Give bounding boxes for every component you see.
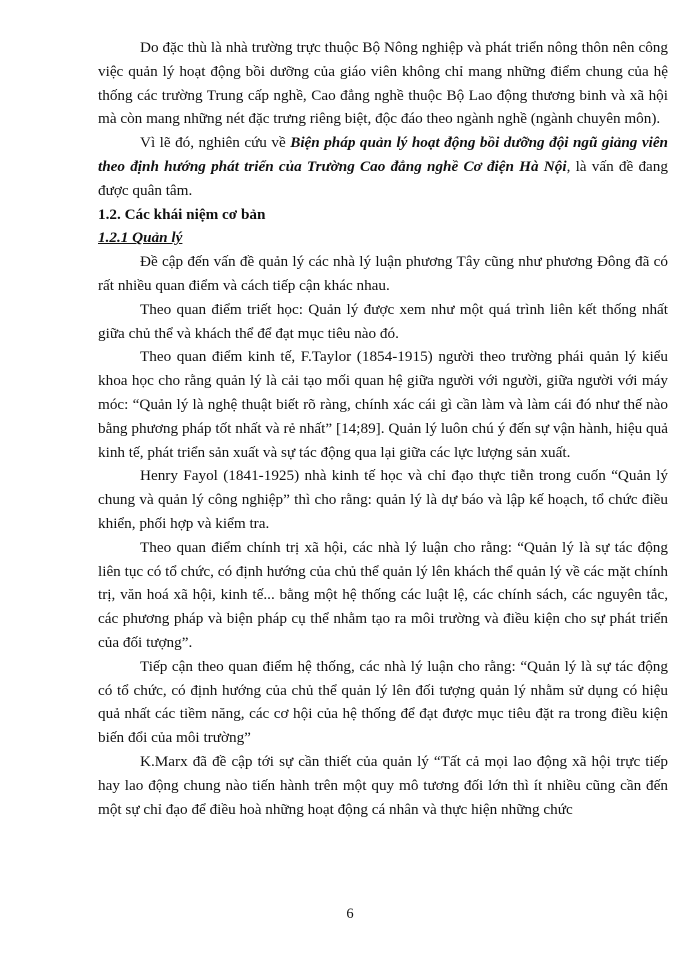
paragraph-fayol-view: Henry Fayol (1841-1925) nhà kinh tế học và chỉ đạo thực tiễn trong cuốn “Quản lý chung và quản lý công nghiệp” thì cho rằng: quản lý là dự báo và lập kế hoạch, tổ chức điều khiển, phối hợp và kiểm tra.	[98, 467, 668, 532]
paragraph-text: , là vấn đề đang được quân tâm.	[98, 157, 668, 199]
paragraph-philosophy-view: Theo quan điểm triết học: Quản lý được xem như một quá trình liên kết thống nhất giữa chủ thể và khách thể để đạt mục tiêu nào đó.	[98, 300, 668, 342]
paragraph-text: Vì lẽ đó, nghiên cứu về	[140, 134, 291, 152]
paragraph-taylor-view: Theo quan điểm kinh tế, F.Taylor (1854-1915) người theo trường phái quản lý kiểu khoa học cho rằng quản lý là cải tạo mối quan hệ giữa người với người, giữa người với máy móc: “Quản lý là nghệ thuật biết rõ ràng, chính xác cái gì cần làm và làm cái đó như thế nào bằng phương pháp tốt nhất và rẻ nhất” [14;89]. Quản lý luôn chú ý đến sự vận hành, hiệu quả kinh tế, phát triển sản xuất và sự tác động qua lại giữa các lực lượng sản xuất.	[98, 348, 668, 461]
section-heading-1-2: 1.2. Các khái niệm cơ bản	[98, 205, 266, 223]
paragraph-research-topic	[98, 131, 668, 202]
document-page	[98, 36, 668, 821]
paragraph-school-specifics: Do đặc thù là nhà trường trực thuộc Bộ Nông nghiệp và phát triển nông thôn nên công việc quản lý hoạt động bồi dưỡng của giáo viên không chỉ mang những điểm chung của hệ thống các trường Trung cấp nghề, Cao đẳng nghề thuộc Bộ Lao động thương binh và xã hội mà còn mang những nét đặc trưng riêng biệt, độc đáo theo ngành nghề (ngành chuyên môn).	[98, 39, 668, 128]
paragraph-intro-management: Đề cập đến vấn đề quản lý các nhà lý luận phương Tây cũng như phương Đông đã có rất nhiều quan điểm và cách tiếp cận khác nhau.	[98, 253, 668, 294]
paragraph-systems-view: Tiếp cận theo quan điểm hệ thống, các nhà lý luận cho rằng: “Quản lý là sự tác động có tổ chức, có định hướng của chủ thể quản lý lên đối tượng quản lý nhằm sử dụng có hiệu quả nhất các tiềm năng, các cơ hội của hệ thống để đạt được mục tiêu đặt ra trong điều kiện biến đổi của môi trường”	[98, 657, 668, 747]
page-number: 6	[346, 906, 354, 922]
thesis-title-emphasis: Biện pháp quản lý hoạt động bồi dưỡng đội ngũ giảng viên theo định hướng phát triển của Trường Cao đẳng nghề Cơ điện Hà Nội	[98, 134, 669, 175]
subsection-heading-1-2-1: 1.2.1 Quản lý	[98, 229, 183, 247]
paragraph-sociopolitical-view: Theo quan điểm chính trị xã hội, các nhà lý luận cho rằng: “Quản lý là sự tác động liên tục có tổ chức, có định hướng của chủ thể quản lý lên khách thể quản lý về các mặt chính trị, văn hoá xã hội, kinh tế... bằng một hệ thống các luật lệ, các chính sách, các nguyên tắc, các phương pháp và biện pháp cụ thể nhằm tạo ra môi trường và điều kiện cho sự phát triển của đối tượng”.	[98, 538, 668, 651]
paragraph-marx-view: K.Marx đã đề cập tới sự cần thiết của quản lý “Tất cả mọi lao động xã hội trực tiếp hay lao động chung nào tiến hành trên một quy mô tương đối lớn thì ít nhiều cũng cần đến một sự chỉ đạo để điều hoà những hoạt động cá nhân và thực hiện những chức	[98, 752, 668, 818]
